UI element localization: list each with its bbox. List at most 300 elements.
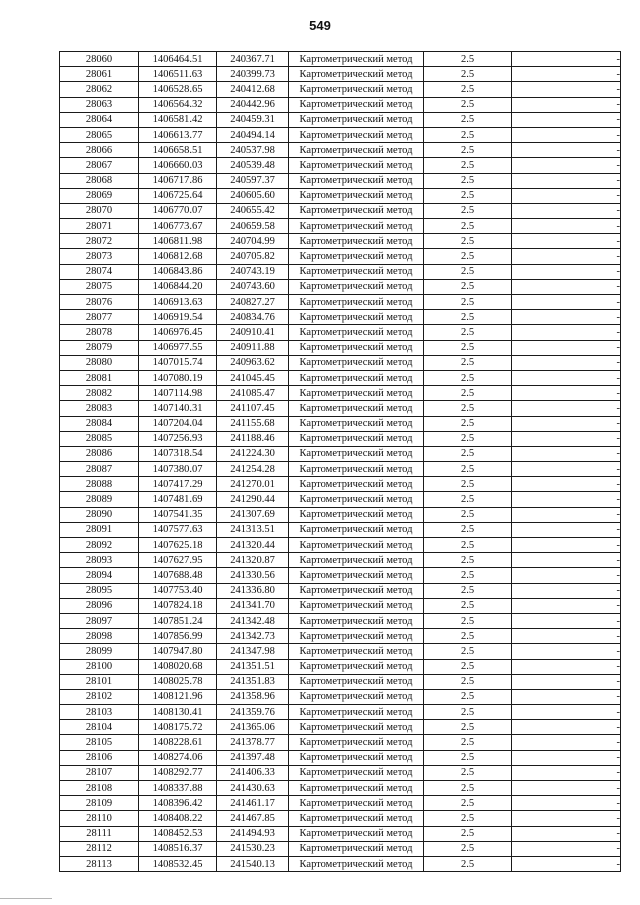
point-number-cell: 28073 — [60, 249, 139, 264]
y-coordinate-cell: 240597.37 — [217, 173, 289, 188]
point-number-cell: 28074 — [60, 264, 139, 279]
table-row — [60, 689, 621, 704]
x-coordinate-cell: 1406613.77 — [139, 127, 217, 142]
table-row — [60, 82, 621, 97]
method-cell: Картометрический метод — [289, 568, 424, 583]
method-cell: Картометрический метод — [289, 538, 424, 553]
accuracy-cell: 2.5 — [424, 401, 512, 416]
accuracy-cell: 2.5 — [424, 644, 512, 659]
note-cell: - — [512, 370, 621, 385]
x-coordinate-cell: 1407851.24 — [139, 613, 217, 628]
accuracy-cell: 2.5 — [424, 112, 512, 127]
y-coordinate-cell: 240367.71 — [217, 52, 289, 67]
accuracy-cell: 2.5 — [424, 735, 512, 750]
accuracy-cell: 2.5 — [424, 598, 512, 613]
accuracy-cell: 2.5 — [424, 219, 512, 234]
note-cell: - — [512, 841, 621, 856]
method-cell: Картометрический метод — [289, 522, 424, 537]
table-row — [60, 173, 621, 188]
point-number-cell: 28093 — [60, 553, 139, 568]
table-row — [60, 583, 621, 598]
x-coordinate-cell: 1406658.51 — [139, 143, 217, 158]
accuracy-cell: 2.5 — [424, 370, 512, 385]
x-coordinate-cell: 1407015.74 — [139, 355, 217, 370]
accuracy-cell: 2.5 — [424, 750, 512, 765]
point-number-cell: 28094 — [60, 568, 139, 583]
note-cell: - — [512, 52, 621, 67]
x-coordinate-cell: 1408292.77 — [139, 765, 217, 780]
method-cell: Картометрический метод — [289, 841, 424, 856]
point-number-cell: 28099 — [60, 644, 139, 659]
x-coordinate-cell: 1406528.65 — [139, 82, 217, 97]
y-coordinate-cell: 241406.33 — [217, 765, 289, 780]
point-number-cell: 28084 — [60, 416, 139, 431]
table-row — [60, 553, 621, 568]
point-number-cell: 28102 — [60, 689, 139, 704]
method-cell: Картометрический метод — [289, 52, 424, 67]
table-row — [60, 295, 621, 310]
y-coordinate-cell: 240705.82 — [217, 249, 289, 264]
method-cell: Картометрический метод — [289, 553, 424, 568]
accuracy-cell: 2.5 — [424, 97, 512, 112]
note-cell: - — [512, 750, 621, 765]
method-cell: Картометрический метод — [289, 765, 424, 780]
method-cell: Картометрический метод — [289, 355, 424, 370]
note-cell: - — [512, 431, 621, 446]
point-number-cell: 28110 — [60, 811, 139, 826]
table-row — [60, 781, 621, 796]
y-coordinate-cell: 241378.77 — [217, 735, 289, 750]
x-coordinate-cell: 1407541.35 — [139, 507, 217, 522]
method-cell: Картометрический метод — [289, 462, 424, 477]
table-row — [60, 446, 621, 461]
y-coordinate-cell: 241365.06 — [217, 720, 289, 735]
note-cell: - — [512, 705, 621, 720]
point-number-cell: 28064 — [60, 112, 139, 127]
accuracy-cell: 2.5 — [424, 720, 512, 735]
note-cell: - — [512, 735, 621, 750]
x-coordinate-cell: 1407204.04 — [139, 416, 217, 431]
y-coordinate-cell: 241467.85 — [217, 811, 289, 826]
accuracy-cell: 2.5 — [424, 355, 512, 370]
method-cell: Картометрический метод — [289, 856, 424, 871]
method-cell: Картометрический метод — [289, 173, 424, 188]
note-cell: - — [512, 720, 621, 735]
point-number-cell: 28075 — [60, 279, 139, 294]
x-coordinate-cell: 1407824.18 — [139, 598, 217, 613]
x-coordinate-cell: 1408130.41 — [139, 705, 217, 720]
table-row — [60, 750, 621, 765]
x-coordinate-cell: 1407577.63 — [139, 522, 217, 537]
table-row — [60, 325, 621, 340]
x-coordinate-cell: 1407625.18 — [139, 538, 217, 553]
note-cell: - — [512, 462, 621, 477]
point-number-cell: 28103 — [60, 705, 139, 720]
table-row — [60, 568, 621, 583]
accuracy-cell: 2.5 — [424, 613, 512, 628]
table-row — [60, 279, 621, 294]
point-number-cell: 28062 — [60, 82, 139, 97]
table-row — [60, 143, 621, 158]
x-coordinate-cell: 1408274.06 — [139, 750, 217, 765]
x-coordinate-cell: 1406725.64 — [139, 188, 217, 203]
table-row — [60, 127, 621, 142]
x-coordinate-cell: 1408337.88 — [139, 781, 217, 796]
method-cell: Картометрический метод — [289, 811, 424, 826]
y-coordinate-cell: 241359.76 — [217, 705, 289, 720]
table-row — [60, 234, 621, 249]
x-coordinate-cell: 1408532.45 — [139, 856, 217, 871]
y-coordinate-cell: 241530.23 — [217, 841, 289, 856]
method-cell: Картометрический метод — [289, 386, 424, 401]
y-coordinate-cell: 240911.88 — [217, 340, 289, 355]
note-cell: - — [512, 264, 621, 279]
y-coordinate-cell: 240659.58 — [217, 219, 289, 234]
note-cell: - — [512, 568, 621, 583]
method-cell: Картометрический метод — [289, 720, 424, 735]
table-row — [60, 219, 621, 234]
note-cell: - — [512, 811, 621, 826]
accuracy-cell: 2.5 — [424, 538, 512, 553]
y-coordinate-cell: 241188.46 — [217, 431, 289, 446]
table-row — [60, 735, 621, 750]
point-number-cell: 28092 — [60, 538, 139, 553]
point-number-cell: 28066 — [60, 143, 139, 158]
x-coordinate-cell: 1407481.69 — [139, 492, 217, 507]
point-number-cell: 28079 — [60, 340, 139, 355]
method-cell: Картометрический метод — [289, 158, 424, 173]
x-coordinate-cell: 1408408.22 — [139, 811, 217, 826]
method-cell: Картометрический метод — [289, 203, 424, 218]
table-row — [60, 720, 621, 735]
note-cell: - — [512, 613, 621, 628]
accuracy-cell: 2.5 — [424, 507, 512, 522]
point-number-cell: 28070 — [60, 203, 139, 218]
x-coordinate-cell: 1406811.98 — [139, 234, 217, 249]
y-coordinate-cell: 241358.96 — [217, 689, 289, 704]
accuracy-cell: 2.5 — [424, 386, 512, 401]
x-coordinate-cell: 1408020.68 — [139, 659, 217, 674]
table-row — [60, 67, 621, 82]
y-coordinate-cell: 241342.48 — [217, 613, 289, 628]
table-row — [60, 811, 621, 826]
point-number-cell: 28080 — [60, 355, 139, 370]
note-cell: - — [512, 522, 621, 537]
accuracy-cell: 2.5 — [424, 52, 512, 67]
method-cell: Картометрический метод — [289, 340, 424, 355]
note-cell: - — [512, 781, 621, 796]
x-coordinate-cell: 1407380.07 — [139, 462, 217, 477]
accuracy-cell: 2.5 — [424, 325, 512, 340]
y-coordinate-cell: 241461.17 — [217, 796, 289, 811]
method-cell: Картометрический метод — [289, 401, 424, 416]
accuracy-cell: 2.5 — [424, 781, 512, 796]
point-number-cell: 28104 — [60, 720, 139, 735]
note-cell: - — [512, 659, 621, 674]
note-cell: - — [512, 644, 621, 659]
table-row — [60, 264, 621, 279]
note-cell: - — [512, 295, 621, 310]
table-row — [60, 659, 621, 674]
point-number-cell: 28091 — [60, 522, 139, 537]
y-coordinate-cell: 241347.98 — [217, 644, 289, 659]
accuracy-cell: 2.5 — [424, 841, 512, 856]
point-number-cell: 28077 — [60, 310, 139, 325]
note-cell: - — [512, 355, 621, 370]
x-coordinate-cell: 1407256.93 — [139, 431, 217, 446]
table-row — [60, 826, 621, 841]
accuracy-cell: 2.5 — [424, 826, 512, 841]
note-cell: - — [512, 856, 621, 871]
scan-edge-mark — [0, 898, 52, 899]
x-coordinate-cell: 1407318.54 — [139, 446, 217, 461]
x-coordinate-cell: 1406717.86 — [139, 173, 217, 188]
accuracy-cell: 2.5 — [424, 127, 512, 142]
table-row — [60, 462, 621, 477]
accuracy-cell: 2.5 — [424, 173, 512, 188]
table-row — [60, 674, 621, 689]
y-coordinate-cell: 241107.45 — [217, 401, 289, 416]
x-coordinate-cell: 1406464.51 — [139, 52, 217, 67]
y-coordinate-cell: 240442.96 — [217, 97, 289, 112]
note-cell: - — [512, 492, 621, 507]
x-coordinate-cell: 1406976.45 — [139, 325, 217, 340]
accuracy-cell: 2.5 — [424, 477, 512, 492]
table-row — [60, 416, 621, 431]
accuracy-cell: 2.5 — [424, 203, 512, 218]
table-row — [60, 796, 621, 811]
method-cell: Картометрический метод — [289, 82, 424, 97]
point-number-cell: 28088 — [60, 477, 139, 492]
accuracy-cell: 2.5 — [424, 765, 512, 780]
y-coordinate-cell: 241307.69 — [217, 507, 289, 522]
method-cell: Картометрический метод — [289, 750, 424, 765]
note-cell: - — [512, 689, 621, 704]
accuracy-cell: 2.5 — [424, 279, 512, 294]
x-coordinate-cell: 1408175.72 — [139, 720, 217, 735]
y-coordinate-cell: 240827.27 — [217, 295, 289, 310]
note-cell: - — [512, 127, 621, 142]
accuracy-cell: 2.5 — [424, 522, 512, 537]
accuracy-cell: 2.5 — [424, 264, 512, 279]
x-coordinate-cell: 1408025.78 — [139, 674, 217, 689]
accuracy-cell: 2.5 — [424, 143, 512, 158]
point-number-cell: 28085 — [60, 431, 139, 446]
x-coordinate-cell: 1406812.68 — [139, 249, 217, 264]
y-coordinate-cell: 241270.01 — [217, 477, 289, 492]
accuracy-cell: 2.5 — [424, 553, 512, 568]
point-number-cell: 28113 — [60, 856, 139, 871]
coordinates-table — [59, 51, 621, 872]
point-number-cell: 28100 — [60, 659, 139, 674]
accuracy-cell: 2.5 — [424, 856, 512, 871]
method-cell: Картометрический метод — [289, 188, 424, 203]
note-cell: - — [512, 97, 621, 112]
method-cell: Картометрический метод — [289, 234, 424, 249]
x-coordinate-cell: 1407856.99 — [139, 629, 217, 644]
note-cell: - — [512, 796, 621, 811]
accuracy-cell: 2.5 — [424, 340, 512, 355]
method-cell: Картометрический метод — [289, 127, 424, 142]
note-cell: - — [512, 188, 621, 203]
note-cell: - — [512, 765, 621, 780]
note-cell: - — [512, 416, 621, 431]
method-cell: Картометрический метод — [289, 279, 424, 294]
table-row — [60, 97, 621, 112]
accuracy-cell: 2.5 — [424, 659, 512, 674]
point-number-cell: 28086 — [60, 446, 139, 461]
y-coordinate-cell: 240412.68 — [217, 82, 289, 97]
y-coordinate-cell: 241342.73 — [217, 629, 289, 644]
accuracy-cell: 2.5 — [424, 188, 512, 203]
table-row — [60, 249, 621, 264]
x-coordinate-cell: 1406581.42 — [139, 112, 217, 127]
note-cell: - — [512, 112, 621, 127]
point-number-cell: 28097 — [60, 613, 139, 628]
point-number-cell: 28072 — [60, 234, 139, 249]
accuracy-cell: 2.5 — [424, 158, 512, 173]
table-row — [60, 644, 621, 659]
x-coordinate-cell: 1407114.98 — [139, 386, 217, 401]
table-row — [60, 401, 621, 416]
note-cell: - — [512, 82, 621, 97]
point-number-cell: 28106 — [60, 750, 139, 765]
point-number-cell: 28061 — [60, 67, 139, 82]
note-cell: - — [512, 553, 621, 568]
note-cell: - — [512, 234, 621, 249]
note-cell: - — [512, 325, 621, 340]
accuracy-cell: 2.5 — [424, 82, 512, 97]
accuracy-cell: 2.5 — [424, 431, 512, 446]
y-coordinate-cell: 241341.70 — [217, 598, 289, 613]
x-coordinate-cell: 1406919.54 — [139, 310, 217, 325]
table-row — [60, 598, 621, 613]
point-number-cell: 28071 — [60, 219, 139, 234]
method-cell: Картометрический метод — [289, 310, 424, 325]
accuracy-cell: 2.5 — [424, 689, 512, 704]
method-cell: Картометрический метод — [289, 781, 424, 796]
method-cell: Картометрический метод — [289, 674, 424, 689]
x-coordinate-cell: 1406511.63 — [139, 67, 217, 82]
y-coordinate-cell: 240834.76 — [217, 310, 289, 325]
y-coordinate-cell: 241430.63 — [217, 781, 289, 796]
note-cell: - — [512, 386, 621, 401]
x-coordinate-cell: 1408121.96 — [139, 689, 217, 704]
x-coordinate-cell: 1406843.86 — [139, 264, 217, 279]
method-cell: Картометрический метод — [289, 264, 424, 279]
y-coordinate-cell: 240743.19 — [217, 264, 289, 279]
table-row — [60, 522, 621, 537]
point-number-cell: 28081 — [60, 370, 139, 385]
point-number-cell: 28083 — [60, 401, 139, 416]
accuracy-cell: 2.5 — [424, 811, 512, 826]
y-coordinate-cell: 241540.13 — [217, 856, 289, 871]
method-cell: Картометрический метод — [289, 735, 424, 750]
accuracy-cell: 2.5 — [424, 674, 512, 689]
method-cell: Картометрический метод — [289, 416, 424, 431]
table-row — [60, 310, 621, 325]
table-row — [60, 538, 621, 553]
y-coordinate-cell: 240910.41 — [217, 325, 289, 340]
method-cell: Картометрический метод — [289, 629, 424, 644]
accuracy-cell: 2.5 — [424, 234, 512, 249]
x-coordinate-cell: 1408228.61 — [139, 735, 217, 750]
point-number-cell: 28087 — [60, 462, 139, 477]
table-row — [60, 370, 621, 385]
accuracy-cell: 2.5 — [424, 583, 512, 598]
point-number-cell: 28076 — [60, 295, 139, 310]
note-cell: - — [512, 340, 621, 355]
y-coordinate-cell: 241085.47 — [217, 386, 289, 401]
accuracy-cell: 2.5 — [424, 249, 512, 264]
note-cell: - — [512, 598, 621, 613]
x-coordinate-cell: 1408516.37 — [139, 841, 217, 856]
table-row — [60, 841, 621, 856]
x-coordinate-cell: 1406773.67 — [139, 219, 217, 234]
note-cell: - — [512, 310, 621, 325]
table-body — [60, 52, 621, 872]
table-row — [60, 355, 621, 370]
point-number-cell: 28067 — [60, 158, 139, 173]
method-cell: Картометрический метод — [289, 112, 424, 127]
table-row — [60, 477, 621, 492]
point-number-cell: 28108 — [60, 781, 139, 796]
y-coordinate-cell: 241320.44 — [217, 538, 289, 553]
point-number-cell: 28101 — [60, 674, 139, 689]
y-coordinate-cell: 240655.42 — [217, 203, 289, 218]
y-coordinate-cell: 240539.48 — [217, 158, 289, 173]
method-cell: Картометрический метод — [289, 325, 424, 340]
table-row — [60, 431, 621, 446]
method-cell: Картометрический метод — [289, 446, 424, 461]
table-row — [60, 507, 621, 522]
y-coordinate-cell: 241155.68 — [217, 416, 289, 431]
method-cell: Картометрический метод — [289, 370, 424, 385]
point-number-cell: 28060 — [60, 52, 139, 67]
point-number-cell: 28065 — [60, 127, 139, 142]
method-cell: Картометрический метод — [289, 97, 424, 112]
note-cell: - — [512, 203, 621, 218]
y-coordinate-cell: 241290.44 — [217, 492, 289, 507]
accuracy-cell: 2.5 — [424, 492, 512, 507]
method-cell: Картометрический метод — [289, 583, 424, 598]
x-coordinate-cell: 1406564.32 — [139, 97, 217, 112]
method-cell: Картометрический метод — [289, 507, 424, 522]
accuracy-cell: 2.5 — [424, 310, 512, 325]
note-cell: - — [512, 158, 621, 173]
x-coordinate-cell: 1407140.31 — [139, 401, 217, 416]
method-cell: Картометрический метод — [289, 796, 424, 811]
y-coordinate-cell: 240494.14 — [217, 127, 289, 142]
point-number-cell: 28112 — [60, 841, 139, 856]
accuracy-cell: 2.5 — [424, 629, 512, 644]
accuracy-cell: 2.5 — [424, 446, 512, 461]
accuracy-cell: 2.5 — [424, 462, 512, 477]
method-cell: Картометрический метод — [289, 598, 424, 613]
x-coordinate-cell: 1407688.48 — [139, 568, 217, 583]
accuracy-cell: 2.5 — [424, 67, 512, 82]
table-row — [60, 705, 621, 720]
y-coordinate-cell: 240743.60 — [217, 279, 289, 294]
accuracy-cell: 2.5 — [424, 295, 512, 310]
table-row — [60, 492, 621, 507]
method-cell: Картометрический метод — [289, 689, 424, 704]
point-number-cell: 28105 — [60, 735, 139, 750]
method-cell: Картометрический метод — [289, 659, 424, 674]
x-coordinate-cell: 1406913.63 — [139, 295, 217, 310]
table-row — [60, 203, 621, 218]
accuracy-cell: 2.5 — [424, 796, 512, 811]
